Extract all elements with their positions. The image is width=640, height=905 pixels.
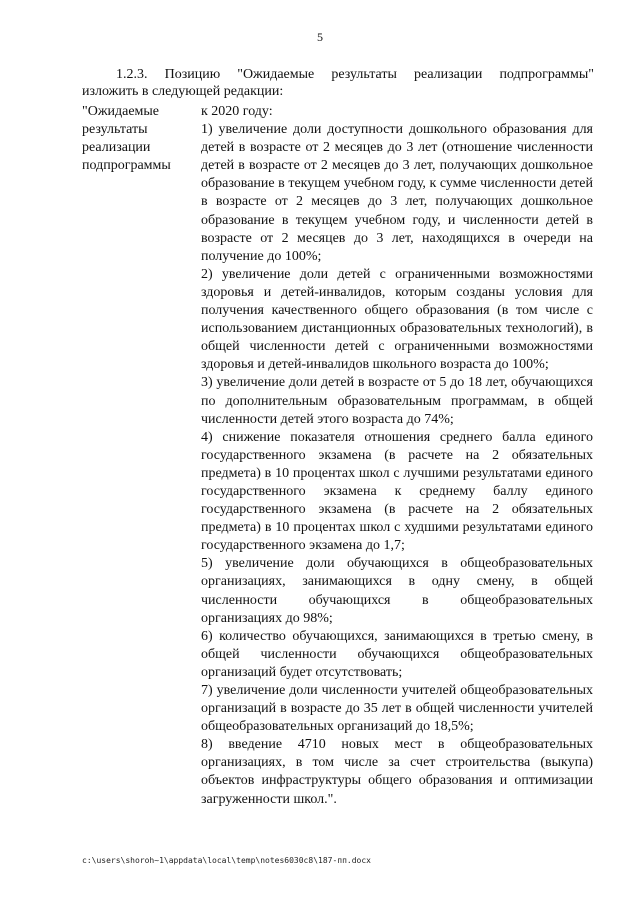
label-line: реализации bbox=[82, 140, 151, 155]
intro-word: подпрограммы" bbox=[499, 67, 594, 82]
intro-line-2: изложить в следующей редакции: bbox=[82, 84, 284, 99]
label-line: "Ожидаемые bbox=[82, 104, 160, 119]
result-item-6: 6) количество обучающихся, занимающихся в третью смену, в общей численности обучающихся общеобразовательных организаций будет отсутствовать; bbox=[201, 628, 593, 680]
position-label bbox=[82, 103, 192, 175]
file-path-footer: c:\users\shoroh~1\appdata\local\temp\notes6030c8\187-пп.docx bbox=[82, 856, 371, 865]
result-item-8: 8) введение 4710 новых мест в общеобразовательных организациях, в том числе за счет строительства (выкупа) объектов инфраструктуры общего образования и оптимизации загруженности школ.". bbox=[201, 737, 593, 807]
result-item-2: 2) увеличение доли детей с ограниченными возможностями здоровья и детей-инвалидов, которым созданы условия для получения качественного общего образования (в том числе с использованием дистанционных образовательных технологий), в общей численности детей с ограниченными возможностями здоровья и детей-инвалидов школьного возраста до 100%; bbox=[201, 266, 593, 373]
result-item-4: 4) снижение показателя отношения среднего балла единого государственного экзамена (в расчете на 2 обязательных предмета) в 10 процентах школ с лучшими результатами единого государственного экзамена к среднему баллу единого государственного экзамена (в расчете на 2 обязательных предмета) в 10 процентах школ с худшими результатами единого государственного экзамена до 1,7; bbox=[201, 429, 593, 554]
intro-word: результаты bbox=[331, 67, 397, 82]
intro-line-1 bbox=[82, 66, 594, 83]
label-line: результаты bbox=[82, 122, 148, 137]
results-heading: к 2020 году: bbox=[201, 104, 273, 119]
intro-word: 1.2.3. bbox=[116, 67, 148, 82]
intro-word: "Ожидаемые bbox=[237, 67, 315, 82]
result-item-1: 1) увеличение доли доступности дошкольного образования для детей в возрасте от 2 месяцев до 3 лет (отношение численности детей в возрасте от 2 месяцев до 3 лет, получающих дошкольное образование в текущем учебном году, к сумме численности детей в возрасте от 2 месяцев до 3 лет, получающих дошкольное образование в текущем учебном году, и численности детей в возрасте от 2 месяцев до 3 лет, находящихся в очереди на получение до 100%; bbox=[201, 122, 593, 264]
intro-paragraph bbox=[82, 66, 594, 100]
result-item-5: 5) увеличение доли обучающихся в общеобразовательных организациях, занимающихся в одну смену, в общей численности обучающихся в общеобразовательных организациях до 98%; bbox=[201, 556, 593, 626]
intro-word: реализации bbox=[413, 67, 483, 82]
label-line: подпрограммы bbox=[82, 158, 171, 173]
intro-word: Позицию bbox=[164, 67, 221, 82]
expected-results-list bbox=[201, 103, 593, 809]
result-item-7: 7) увеличение доли численности учителей общеобразовательных организаций в возрасте до 35 лет в общей численности учителей общеобразовательных организаций до 18,5%; bbox=[201, 683, 593, 735]
page-number: 5 bbox=[317, 30, 323, 44]
result-item-3: 3) увеличение доли детей в возрасте от 5 до 18 лет, обучающихся по дополнительным образовательным программам, в общей численности детей этого возраста до 74%; bbox=[201, 375, 593, 427]
